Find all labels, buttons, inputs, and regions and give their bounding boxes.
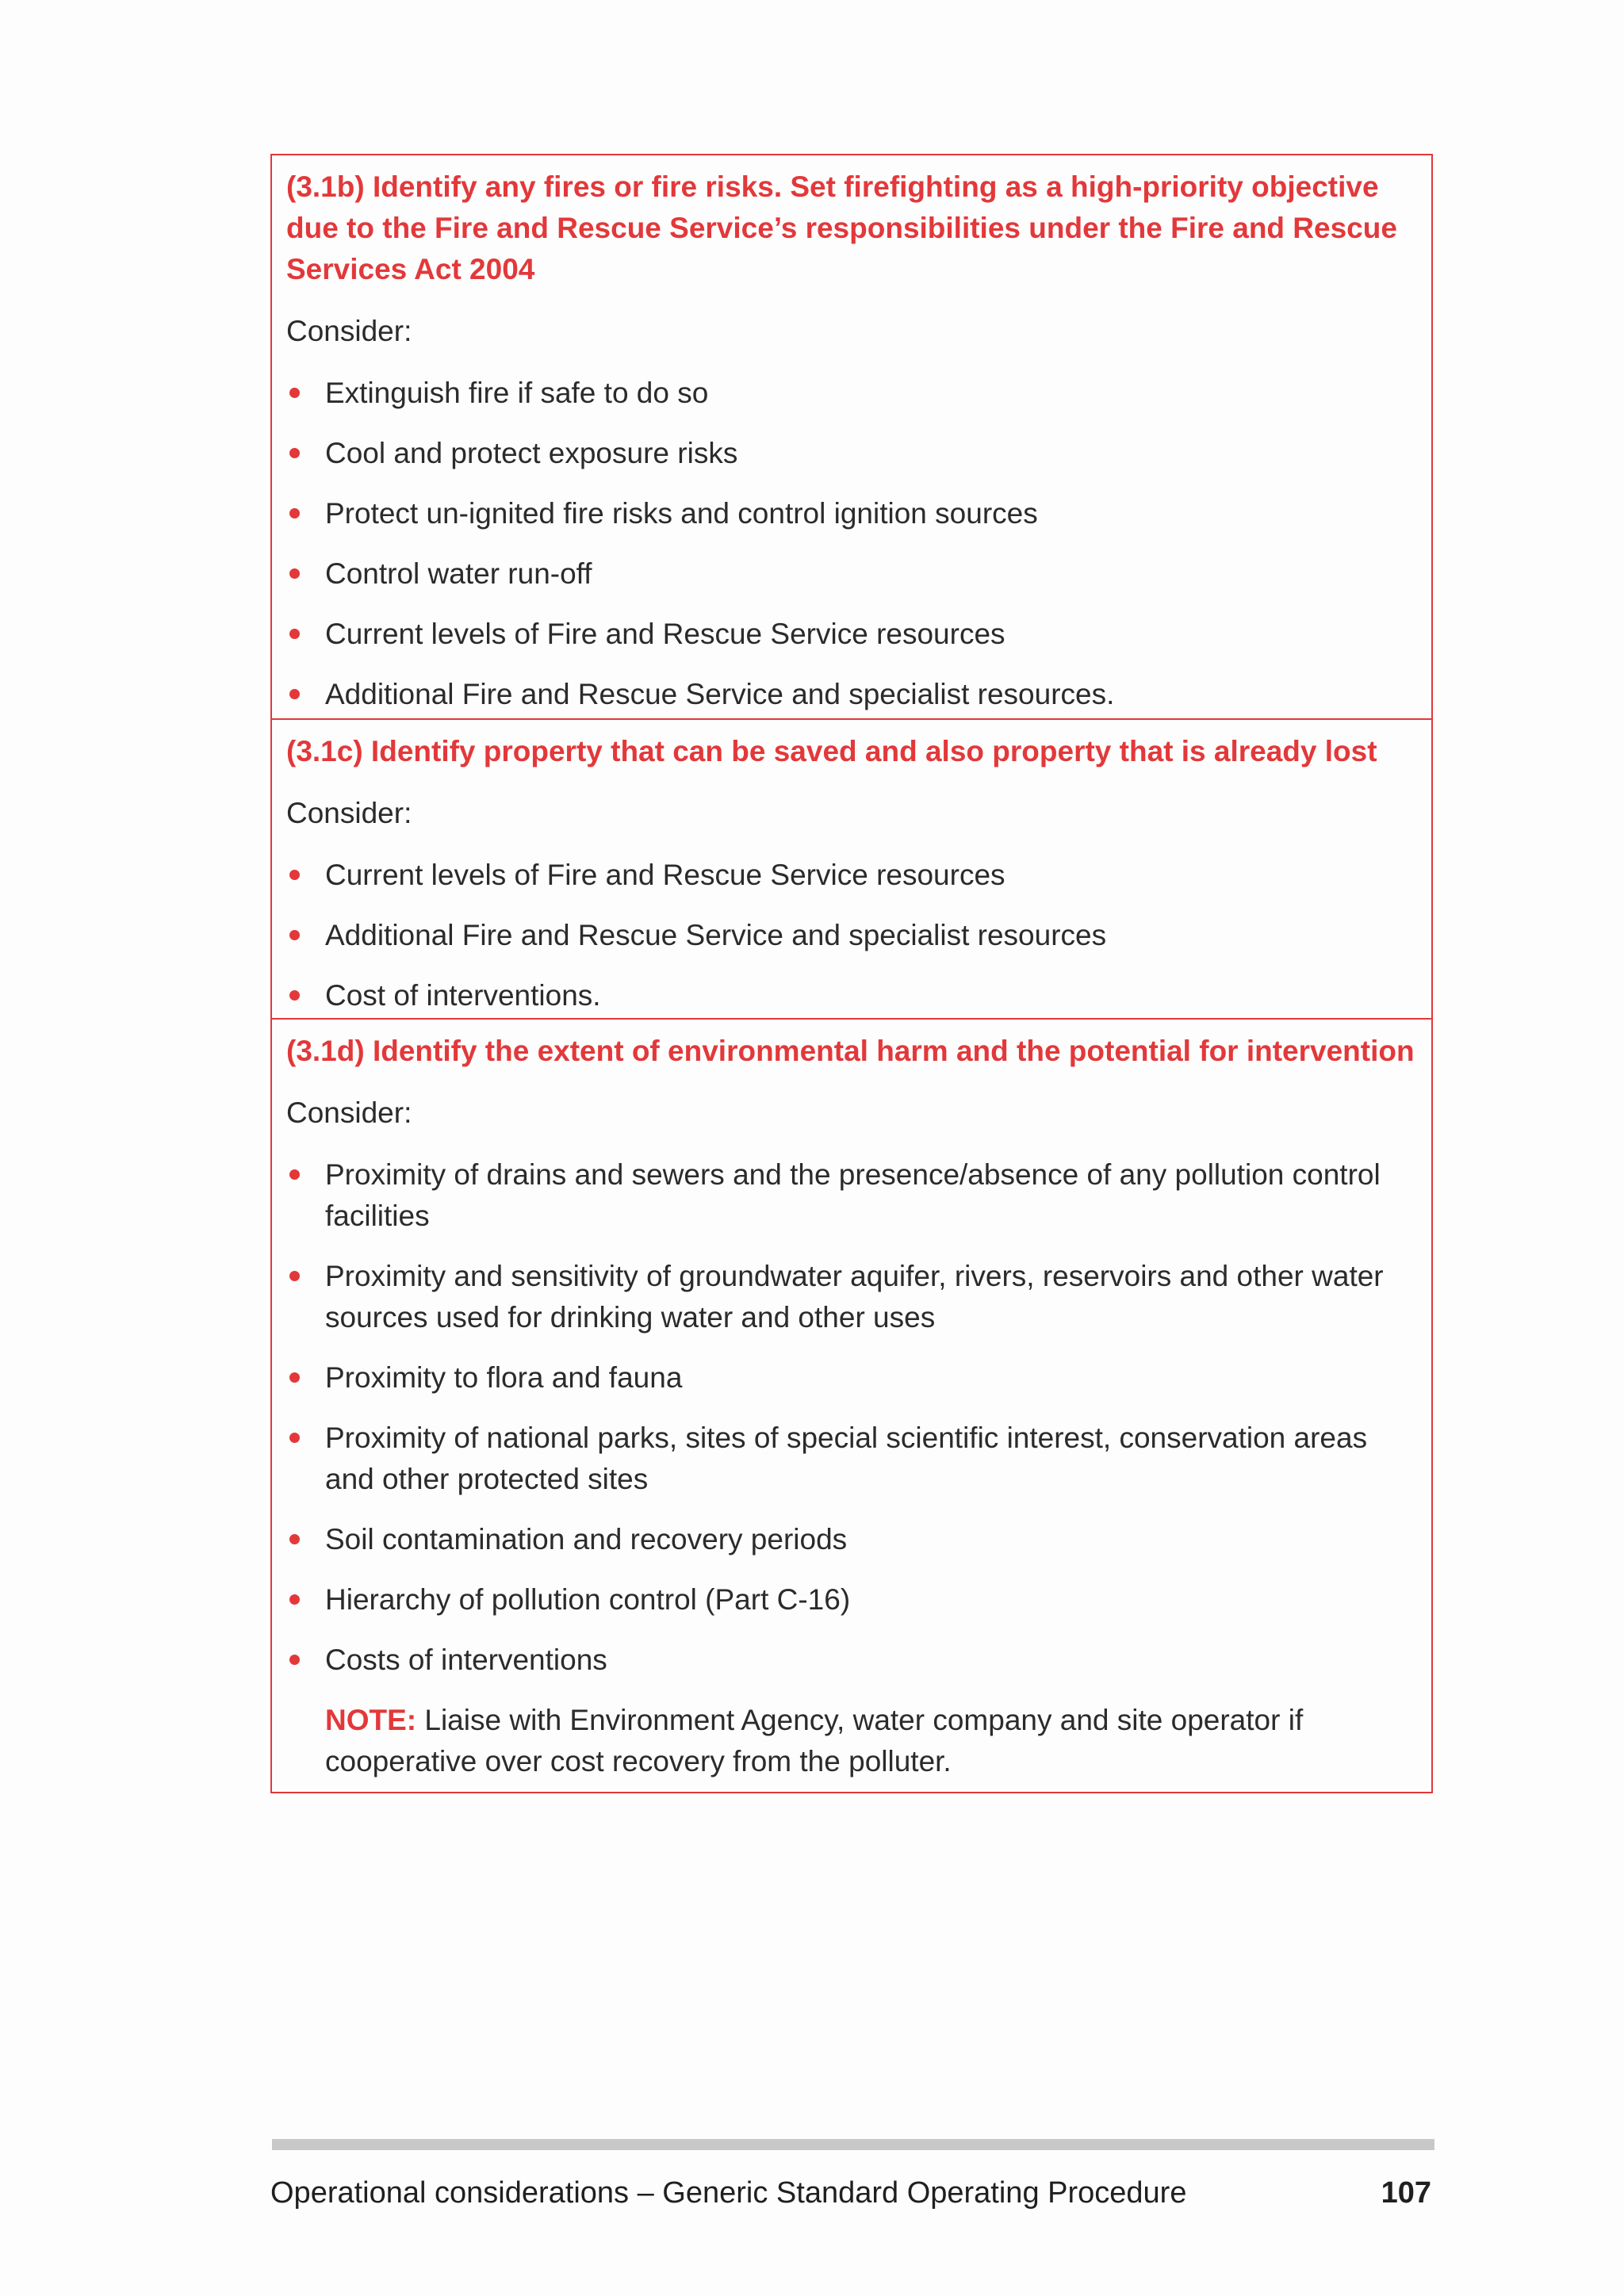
list-item: [286, 674, 1417, 715]
section-heading: (3.1b) Identify any fires or fire risks. Set firefighting as a high-priority objective due to the Fire and Rescue Service’s responsibilities under the Fire and Rescue Services Act 2004: [286, 170, 1397, 285]
bullet-icon: [289, 1271, 300, 1281]
list-item-text: Cost of interventions.: [325, 979, 601, 1012]
bullet-icon: [289, 990, 300, 1001]
footer-rule: [272, 2139, 1434, 2150]
bullet-icon: [289, 870, 300, 880]
note-text: Liaise with Environment Agency, water company and site operator if cooperative over cost recovery from the polluter.: [325, 1704, 1304, 1777]
list-item: [286, 855, 1417, 896]
list-item-text: Proximity of drains and sewers and the presence/absence of any pollution control facilities: [325, 1158, 1381, 1232]
list-item: [286, 1357, 1417, 1399]
list-item: [286, 373, 1417, 414]
bullet-icon: [289, 629, 300, 639]
list-item: [286, 553, 1417, 595]
bullet-icon: [289, 1169, 300, 1180]
list-item-text: Hierarchy of pollution control (Part C-16): [325, 1583, 851, 1616]
consider-label: Consider:: [286, 797, 412, 829]
list-item-text: Control water run-off: [325, 557, 592, 590]
list-item: [286, 1519, 1417, 1560]
bullet-icon: [289, 508, 300, 519]
bullet-icon: [289, 689, 300, 699]
list-item: [286, 614, 1417, 655]
bullet-icon: [289, 1433, 300, 1443]
bullet-icon: [289, 568, 300, 579]
bullet-icon: [289, 1534, 300, 1544]
bullet-icon: [289, 388, 300, 398]
list-item: [286, 1640, 1417, 1681]
list-item: [286, 1579, 1417, 1621]
list-item-text: Cool and protect exposure risks: [325, 437, 738, 469]
list-item-text: Proximity of national parks, sites of special scientific interest, conservation areas and other protected sites: [325, 1422, 1368, 1495]
list-item-text: Extinguish fire if safe to do so: [325, 377, 709, 409]
bullet-icon: [289, 1594, 300, 1605]
section-heading: (3.1d) Identify the extent of environmental harm and the potential for intervention: [286, 1035, 1415, 1067]
bullet-list: [286, 1154, 1417, 1681]
list-item: [286, 915, 1417, 956]
note-paragraph: [286, 1700, 1417, 1792]
list-item-text: Proximity to flora and fauna: [325, 1361, 683, 1394]
bullet-icon: [289, 1372, 300, 1383]
guidance-table: [270, 154, 1433, 1793]
page-number: 107: [1381, 2176, 1431, 2210]
list-item-text: Costs of interventions: [325, 1644, 607, 1676]
list-item-text: Additional Fire and Rescue Service and specialist resources.: [325, 678, 1115, 710]
list-item: [286, 975, 1417, 1016]
section-3-1b: [272, 155, 1431, 718]
list-item-text: Soil contamination and recovery periods: [325, 1523, 848, 1556]
list-item-text: Proximity and sensitivity of groundwater aquifer, rivers, reservoirs and other water sources used for drinking water and other uses: [325, 1260, 1384, 1334]
bullet-list: [286, 373, 1417, 715]
list-item: [286, 433, 1417, 474]
note-label: NOTE:: [325, 1704, 417, 1736]
list-item: [286, 493, 1417, 534]
list-item-text: Additional Fire and Rescue Service and specialist resources: [325, 919, 1107, 951]
list-item-text: Current levels of Fire and Rescue Service resources: [325, 859, 1005, 891]
list-item: [286, 1154, 1417, 1237]
bullet-list: [286, 855, 1417, 1016]
list-item: [286, 1418, 1417, 1500]
list-item-text: Current levels of Fire and Rescue Service resources: [325, 618, 1005, 650]
section-3-1d: [272, 1018, 1431, 1792]
bullet-icon: [289, 448, 300, 458]
section-3-1c: [272, 718, 1431, 1018]
consider-label: Consider:: [286, 315, 412, 347]
bullet-icon: [289, 1655, 300, 1665]
section-heading: (3.1c) Identify property that can be saved and also property that is already lost: [286, 735, 1377, 767]
list-item: [286, 1256, 1417, 1338]
list-item-text: Protect un-ignited fire risks and control ignition sources: [325, 497, 1038, 530]
footer-title: Operational considerations – Generic Standard Operating Procedure: [270, 2176, 1187, 2210]
bullet-icon: [289, 930, 300, 940]
consider-label: Consider:: [286, 1096, 412, 1129]
